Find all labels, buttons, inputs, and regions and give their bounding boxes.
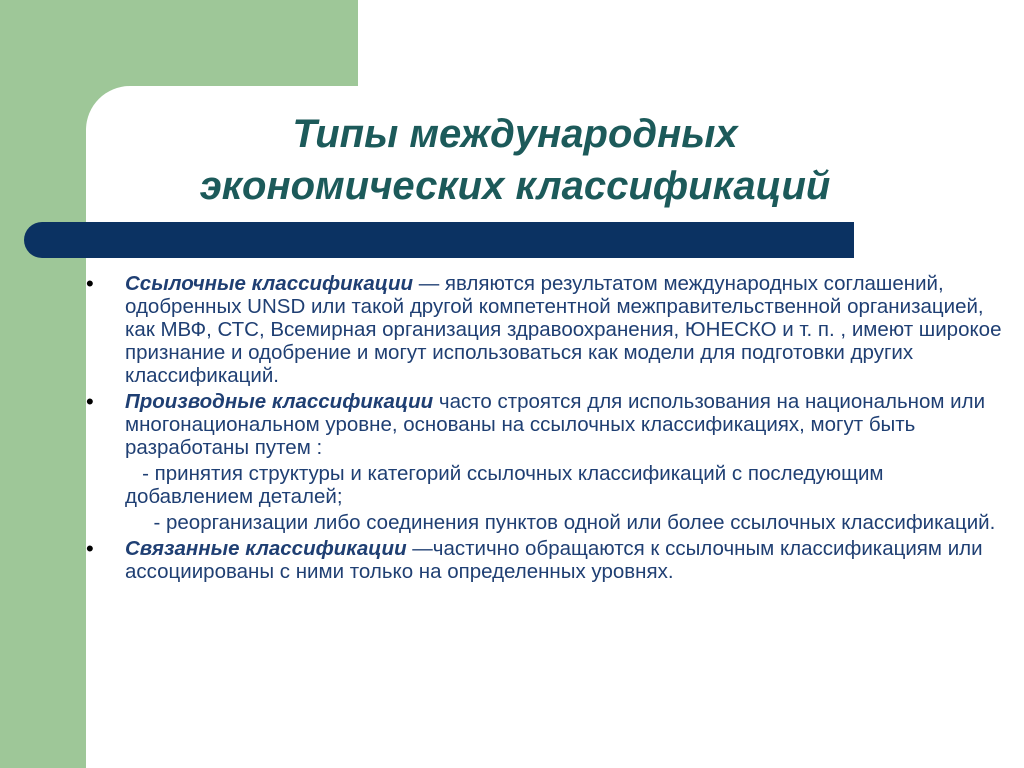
bullet-item-reference bbox=[86, 272, 1016, 387]
text-reference: — являются результатом международных соглашений, одобренных UNSD или такой другой компетентной межправительственной организацией, как МВФ, СТС, Всемирная организация здравоохранения, ЮНЕСКО и т. п. , имеют широкое признание и одобрение и могут использоваться как модели для подготовки других классификаций. bbox=[125, 272, 1002, 387]
text-derived: часто строятся для использования на национальном или многонациональном уровне, основаны на ссылочных классификациях, могут быть разработаны путем : bbox=[125, 390, 986, 459]
slide-title bbox=[100, 108, 930, 212]
text-related: —частично обращаются к ссылочным классификациям или ассоциированы с ними только на определенных уровнях. bbox=[125, 537, 983, 583]
bullet-item-related bbox=[86, 537, 1016, 583]
bullet-list bbox=[86, 272, 1016, 583]
subpoint-adopt-structure: - принятия структуры и категорий ссылочных классификаций с последующим добавлением деталей; bbox=[125, 462, 890, 508]
title-divider-bar bbox=[24, 222, 854, 258]
bullet-item-derived bbox=[86, 390, 1016, 459]
title-line-1: Типы международных bbox=[292, 112, 738, 156]
bullet-icon bbox=[86, 390, 125, 413]
bullet-icon bbox=[86, 537, 125, 560]
title-line-2: экономических классификаций bbox=[199, 164, 831, 208]
bullet-icon bbox=[86, 272, 125, 295]
term-related: Связанные классификации bbox=[125, 537, 407, 560]
subpoint-reorganize: - реорганизации либо соединения пунктов одной или более ссылочных классификаций. bbox=[125, 511, 996, 534]
term-reference: Ссылочные классификации bbox=[125, 272, 414, 295]
term-derived: Производные классификации bbox=[125, 390, 434, 413]
